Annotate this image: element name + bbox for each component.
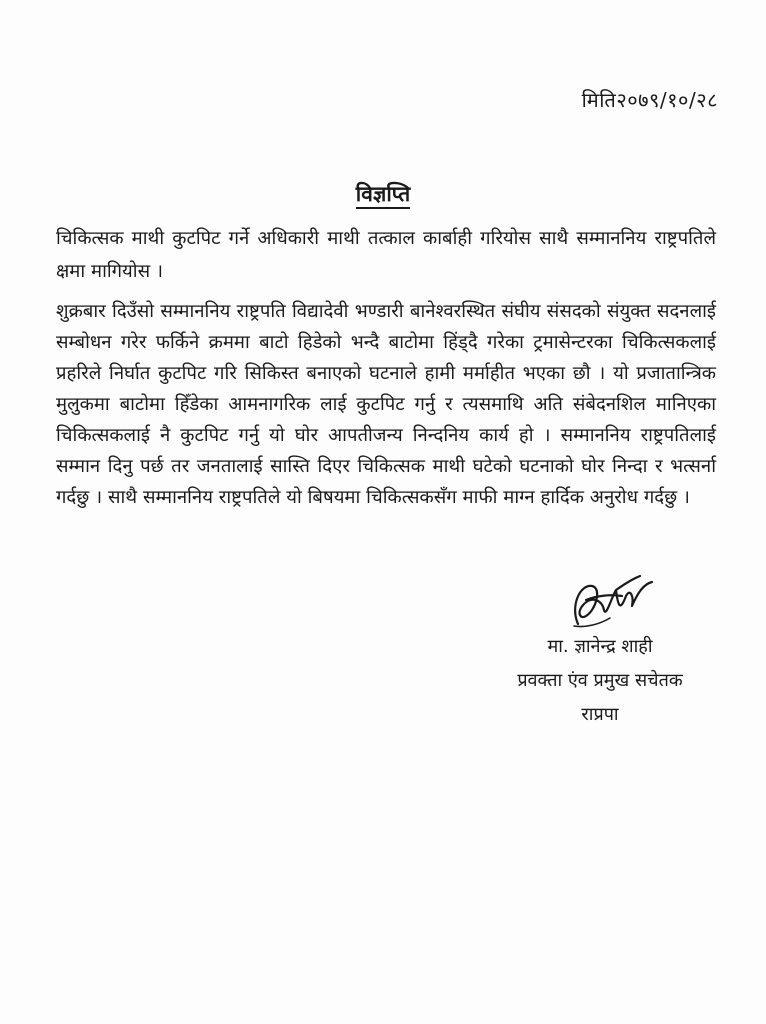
notice-title-text: विज्ञप्ति <box>356 182 410 209</box>
notice-date: मिति२०७९/१०/२८ <box>581 88 718 112</box>
notice-title <box>0 180 766 208</box>
signatory-party: राप्रपा <box>581 704 619 725</box>
signatory-position: प्रवक्ता एंव प्रमुख सचेतक <box>517 670 683 691</box>
signatory-name: मा. ज्ञानेन्द्र शाही <box>547 636 653 657</box>
notice-body: शुक्रबार दिउँसो सम्माननिय राष्ट्रपति विद्यादेवी भण्डारी बानेश्वरस्थित संघीय संसदको संयुक्त सदनलाई सम्बोधन गरेर फर्किने क्रममा बाटो हिडेको भन्दै बाटोमा हिंड्दै गरेका ट्रमासेन्टरका चिकित्सकलाई प्रहरिले निर्घात कुटपिट गरि सिकिस्त बनाएको घटनाले हामी मर्माहीत भएका छौ । यो प्रजातान्त्रिक मुलुकमा बाटोमा हिँडेका आमनागरिक लाई कुटपिट गर्नु र त्यसमाथि अति संबेदनशिल मानिएका चिकित्सकलाई नै कुटपिट गर्नु यो घोर आपतीजन्य निन्दनिय कार्य हो । सम्माननिय राष्ट्रपतिलाई सम्मान दिनु पर्छ तर जनतालाई सास्ति दिएर चिकित्सक माथी घटेको घटनाको घोर निन्दा र भत्सर्ना गर्दछु । साथै सम्माननिय राष्ट्रपतिले यो बिषयमा चिकित्सकसँग माफी माग्न हार्दिक अनुरोध गर्दछु । <box>56 301 716 508</box>
notice-subject: चिकित्सक माथी कुटपिट गर्ने अधिकारी माथी तत्काल कार्बाही गरियोस साथै सम्माननिय राष्ट्रपतिले क्षमा मागियोस । <box>56 228 716 282</box>
signatory-block <box>470 630 730 732</box>
handwritten-signature <box>556 566 676 636</box>
